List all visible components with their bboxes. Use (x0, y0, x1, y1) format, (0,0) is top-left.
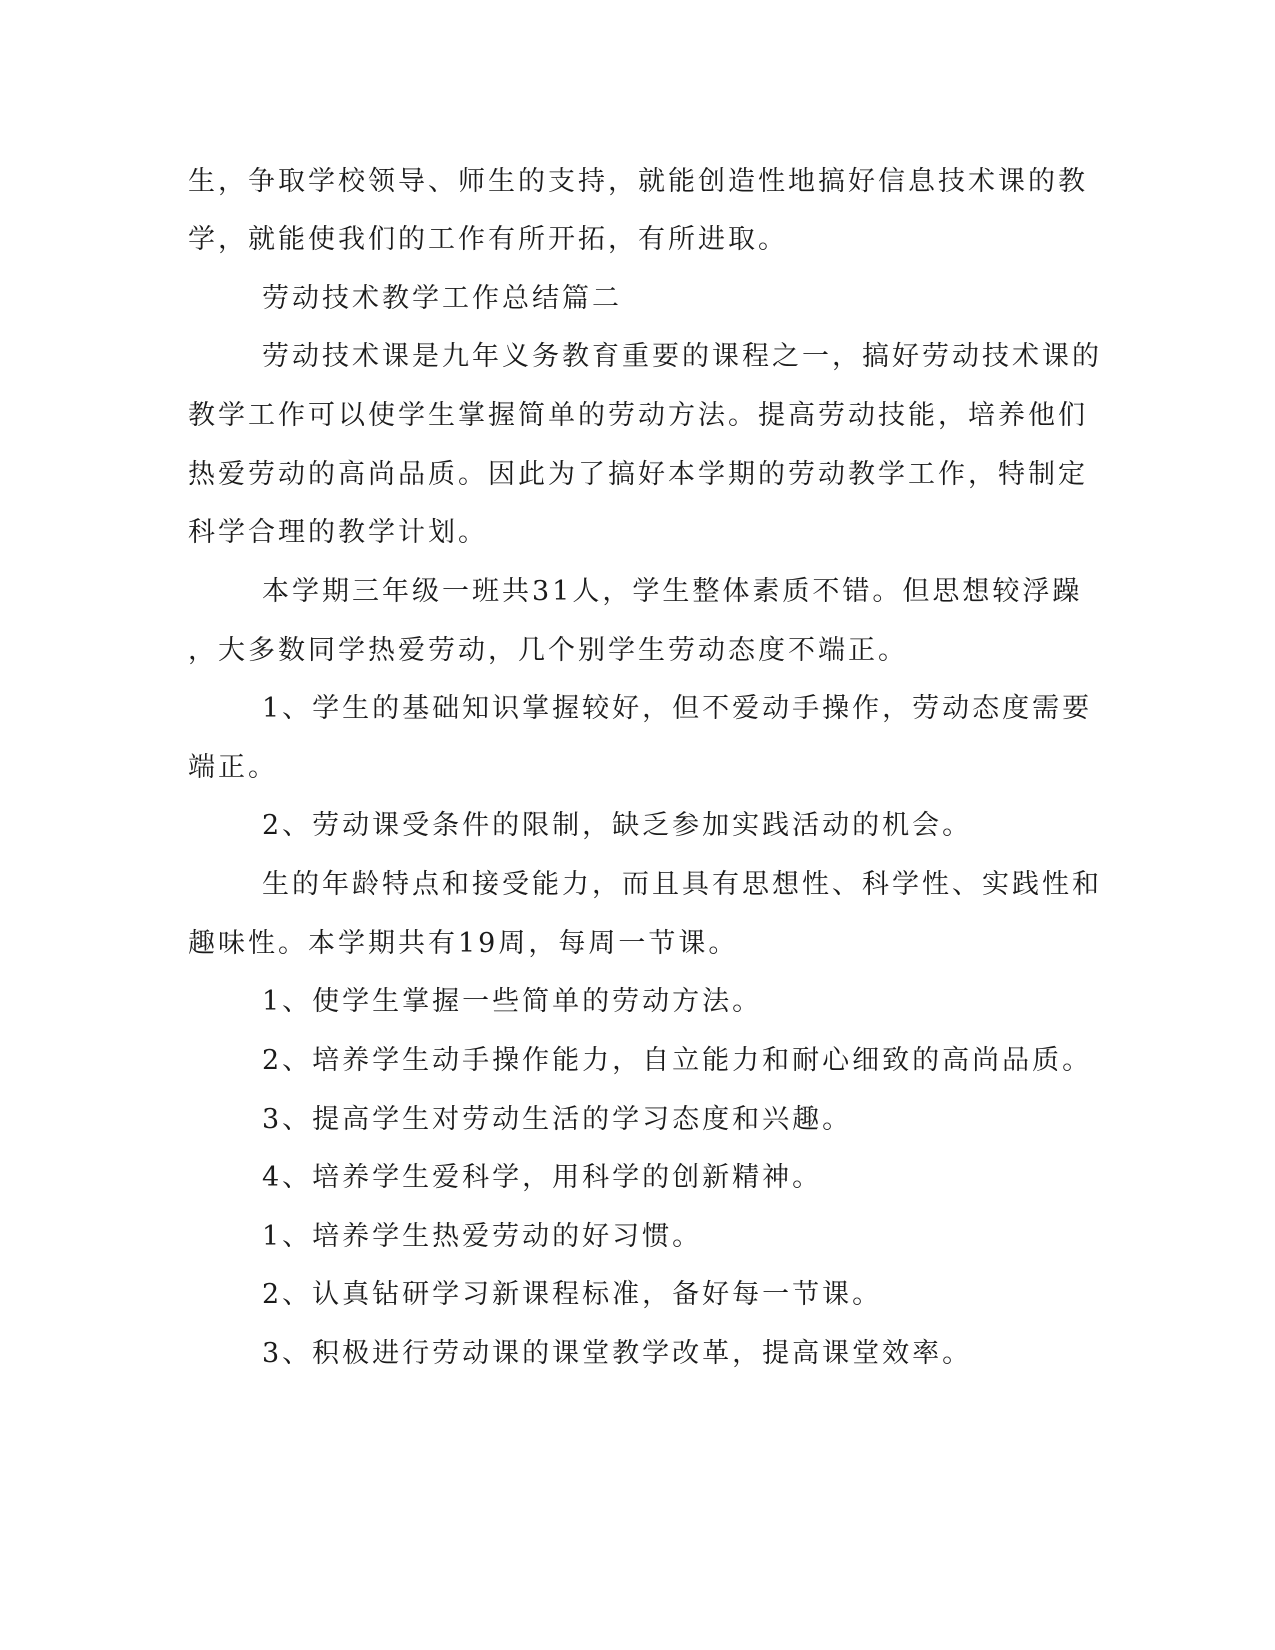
list-item: 2、认真钻研学习新课程标准，备好每一节课。 (262, 1279, 883, 1310)
list-item: 2、培养学生动手操作能力，自立能力和耐心细致的高尚品质。 (262, 1045, 1093, 1076)
section-heading: 劳动技术教学工作总结篇二 (262, 283, 622, 314)
text-line: 趣味性。本学期共有19周，每周一节课。 (188, 928, 739, 959)
list-item: 4、培养学生爱科学，用科学的创新精神。 (262, 1162, 823, 1193)
text-line: ，大多数同学热爱劳动，几个别学生劳动态度不端正。 (188, 635, 908, 666)
text-line: 科学合理的教学计划。 (188, 517, 488, 548)
text-line: 学，就能使我们的工作有所开拓，有所进取。 (188, 224, 788, 255)
text-line: 生，争取学校领导、师生的支持，就能创造性地搞好信息技术课的教 (188, 166, 1088, 197)
text-line: 端正。 (188, 752, 278, 783)
text-line: 本学期三年级一班共31人，学生整体素质不错。但思想较浮躁 (262, 576, 1083, 607)
list-item: 2、劳动课受条件的限制，缺乏参加实践活动的机会。 (262, 810, 973, 841)
text-line: 教学工作可以使学生掌握简单的劳动方法。提高劳动技能，培养他们 (188, 400, 1088, 431)
list-item: 3、提高学生对劳动生活的学习态度和兴趣。 (262, 1104, 853, 1135)
list-item: 1、培养学生热爱劳动的好习惯。 (262, 1221, 703, 1252)
text-line: 热爱劳动的高尚品质。因此为了搞好本学期的劳动教学工作，特制定 (188, 459, 1088, 490)
list-item: 1、使学生掌握一些简单的劳动方法。 (262, 986, 763, 1017)
text-line: 生的年龄特点和接受能力，而且具有思想性、科学性、实践性和 (262, 869, 1102, 900)
list-item: 3、积极进行劳动课的课堂教学改革，提高课堂效率。 (262, 1338, 973, 1369)
text-line: 劳动技术课是九年义务教育重要的课程之一，搞好劳动技术课的 (262, 341, 1102, 372)
list-item: 1、学生的基础知识掌握较好，但不爱动手操作，劳动态度需要 (262, 693, 1093, 724)
